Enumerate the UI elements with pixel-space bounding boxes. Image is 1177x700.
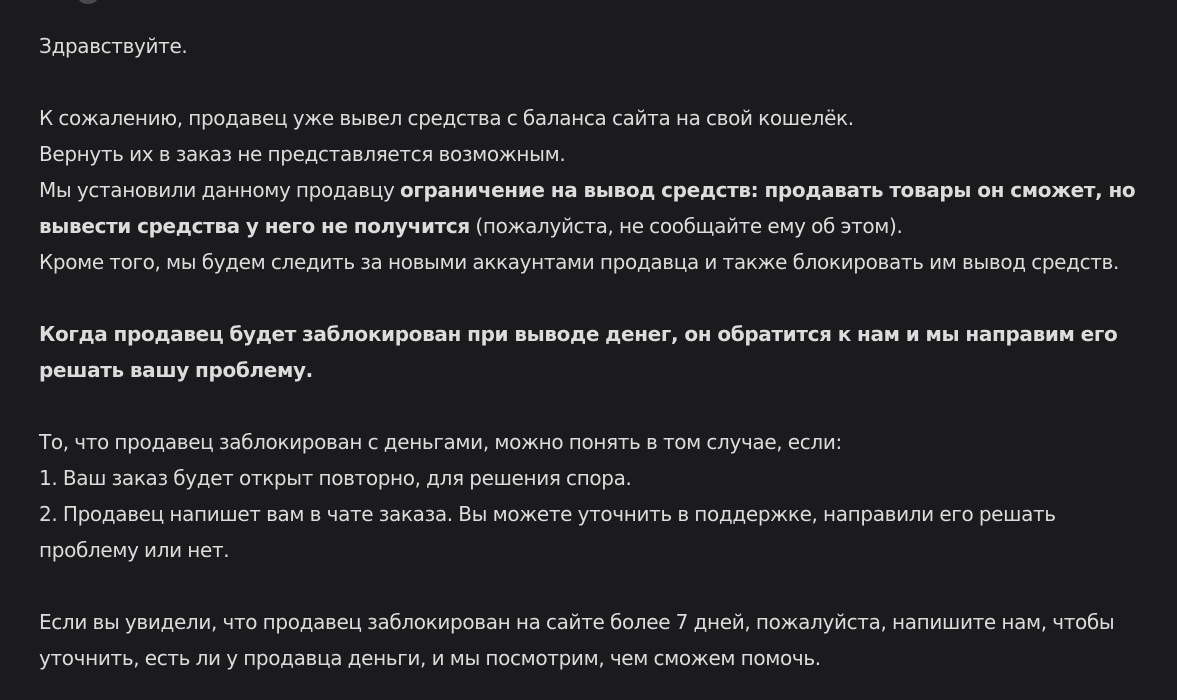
greeting-text: Здравствуйте. <box>39 34 188 58</box>
spacer <box>39 388 1149 424</box>
paragraph-line: Если вы увидели, что продавец заблокирован на сайте более 7 дней, пожалуйста, напишите нам, чтобы <box>39 610 1115 634</box>
plain-text: Мы установили данному продавцу <box>39 178 400 202</box>
paragraph-line: К сожалению, продавец уже вывел средства с баланса сайта на свой кошелёк. <box>39 106 854 130</box>
paragraph-line: То, что продавец заблокирован с деньгами, можно понять в том случае, если: <box>39 430 842 454</box>
paragraph-line <box>39 208 1149 244</box>
paragraph-line: Кроме того, мы будем следить за новыми аккаунтами продавца и также блокировать им вывод средств. <box>39 250 1120 274</box>
list-item: 2. Продавец напишет вам в чате заказа. Вы можете уточнить в поддержке, направили его решать <box>39 502 1056 526</box>
paragraph-line: Вернуть их в заказ не представляется возможным. <box>39 142 566 166</box>
avatar <box>78 0 98 4</box>
paragraph-line <box>39 172 1149 208</box>
paragraph-line: уточнить, есть ли у продавца деньги, и мы посмотрим, чем сможем помочь. <box>39 646 821 670</box>
spacer <box>39 280 1149 316</box>
bold-text: вывести средства у него не получится <box>39 214 470 238</box>
support-message <box>39 28 1149 676</box>
bold-text: ограничение на вывод средств: продавать товары он сможет, но <box>399 178 1136 202</box>
list-item: 1. Ваш заказ будет открыт повторно, для решения спора. <box>39 466 632 490</box>
plain-text: (пожалуйста, не сообщайте ему об этом). <box>469 214 903 238</box>
bold-paragraph-line: Когда продавец будет заблокирован при выводе денег, он обратится к нам и мы направим его <box>39 322 1118 346</box>
bold-paragraph-line: решать вашу проблему. <box>39 358 313 382</box>
spacer <box>39 64 1149 100</box>
list-item-continuation: проблему или нет. <box>39 538 230 562</box>
spacer <box>39 568 1149 604</box>
